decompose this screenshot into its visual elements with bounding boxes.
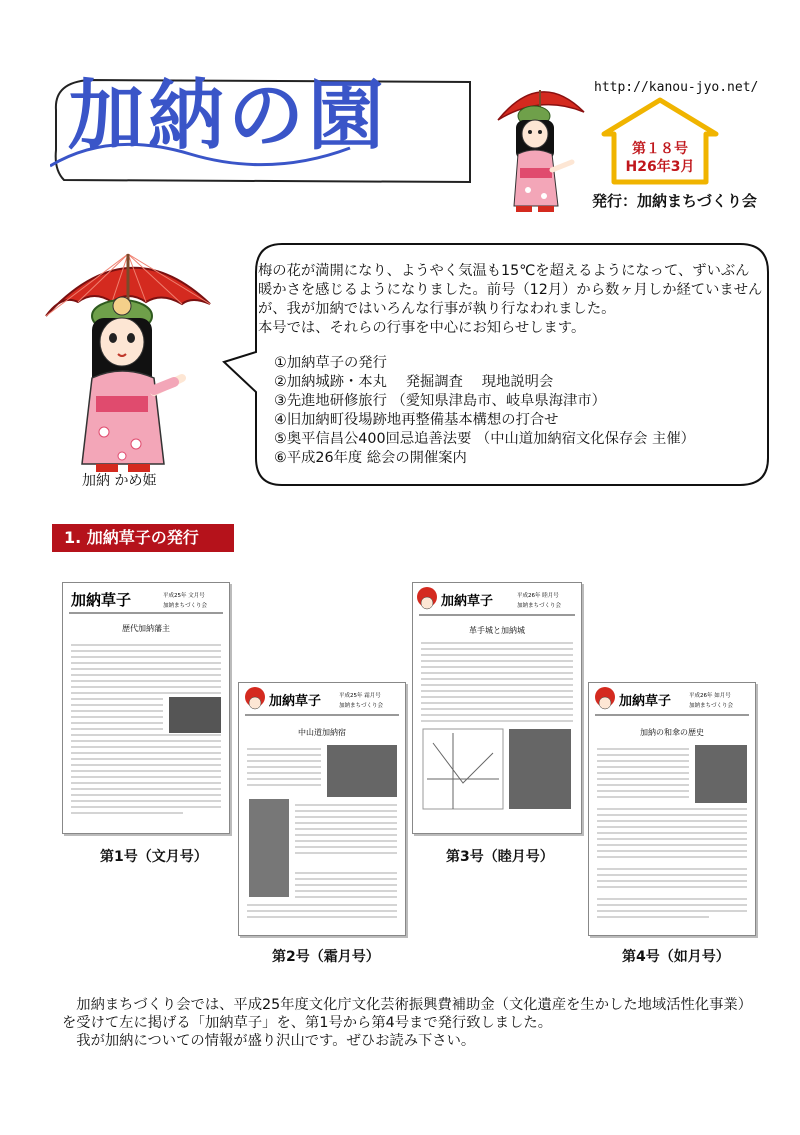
issue-caption-1: 第1号（文月号）: [100, 849, 208, 865]
thumb-headline: 加納の和傘の歴史: [640, 728, 704, 737]
issue-caption-2: 第2号（霜月号）: [272, 949, 380, 965]
thumb-meta: 平成26年 睦月号: [517, 593, 559, 599]
intro-line: が、我が加納ではいろんな行事が執り行なわれました。: [258, 301, 616, 317]
closing-line: を受けて左に掲げる「加納草子」を、第1号から第4号まで発行致しました。: [62, 1015, 552, 1031]
closing-text: [62, 996, 762, 1050]
thumb-meta: 平成25年 霜月号: [339, 693, 381, 699]
issue-caption-4: 第4号（如月号）: [622, 949, 730, 965]
issue-thumbnail-2: [238, 682, 406, 936]
mascot-kamehime-large: [42, 232, 212, 482]
thumb-headline: 革手城と加納城: [469, 626, 525, 635]
mascot-caption: 加納 かめ姫: [82, 473, 157, 489]
issue-thumbnail-4: [588, 682, 756, 936]
thumb-org: 加納まちづくり会: [517, 603, 561, 609]
issue-date: H26年3月: [625, 159, 695, 175]
closing-line: 加納まちづくり会では、平成25年度文化庁文化芸術振興費補助金（文化遺産を生かした地域活性化事業）: [62, 997, 752, 1013]
intro-line: 梅の花が満開になり、ようやく気温も15℃を超えるようになって、ずいぶん: [258, 263, 750, 279]
contents-item: ①加納草子の発行: [274, 355, 387, 371]
publisher: 発行：加納まちづくり会: [592, 192, 757, 210]
thumb-logo: 加納草子: [71, 591, 132, 609]
intro-line: 本号では、それらの行事を中心にお知らせします。: [258, 320, 586, 336]
thumb-headline: 中山道加納宿: [298, 728, 346, 737]
contents-item: ⑥平成26年度 総会の開催案内: [274, 450, 467, 466]
contents-list: [274, 354, 695, 468]
section-heading: 1. 加納草子の発行: [52, 524, 234, 552]
thumb-org: 加納まちづくり会: [689, 703, 733, 709]
website-link[interactable]: http://kanou-jyo.net/: [594, 80, 759, 95]
issue-thumbnail-1: [62, 582, 230, 834]
issue-number: 第１８号: [632, 141, 688, 157]
thumb-meta: 平成25年 文月号: [163, 593, 205, 599]
mascot-kamehime-small: [488, 72, 592, 222]
intro-line: 暖かさを感じるようになりました。前号（12月）から数ヶ月しか経ていません: [258, 282, 763, 298]
issue-thumbnail-3: [412, 582, 582, 834]
thumb-meta: 平成26年 如月号: [689, 693, 731, 699]
contents-item: ④旧加納町役場跡地再整備基本構想の打合せ: [274, 412, 559, 428]
newsletter-title: 加納の園: [68, 71, 388, 160]
thumb-logo: 加納草子: [619, 694, 672, 709]
issue-caption-3: 第3号（睦月号）: [446, 849, 554, 865]
thumb-org: 加納まちづくり会: [339, 703, 383, 709]
contents-item: ③先進地研修旅行 （愛知県津島市、岐阜県海津市）: [274, 393, 606, 409]
thumb-logo: 加納草子: [441, 594, 494, 609]
intro-text: [258, 262, 763, 338]
contents-item: ②加納城跡・本丸 発掘調査 現地説明会: [274, 374, 554, 390]
thumb-org: 加納まちづくり会: [163, 603, 207, 609]
contents-item: ⑤奥平信昌公400回忌追善法要 （中山道加納宿文化保存会 主催）: [274, 431, 695, 447]
thumb-headline: 歴代加納藩主: [122, 624, 170, 633]
thumb-logo: 加納草子: [269, 694, 322, 709]
closing-line: 我が加納についての情報が盛り沢山です。ぜひお読み下さい。: [62, 1033, 476, 1049]
